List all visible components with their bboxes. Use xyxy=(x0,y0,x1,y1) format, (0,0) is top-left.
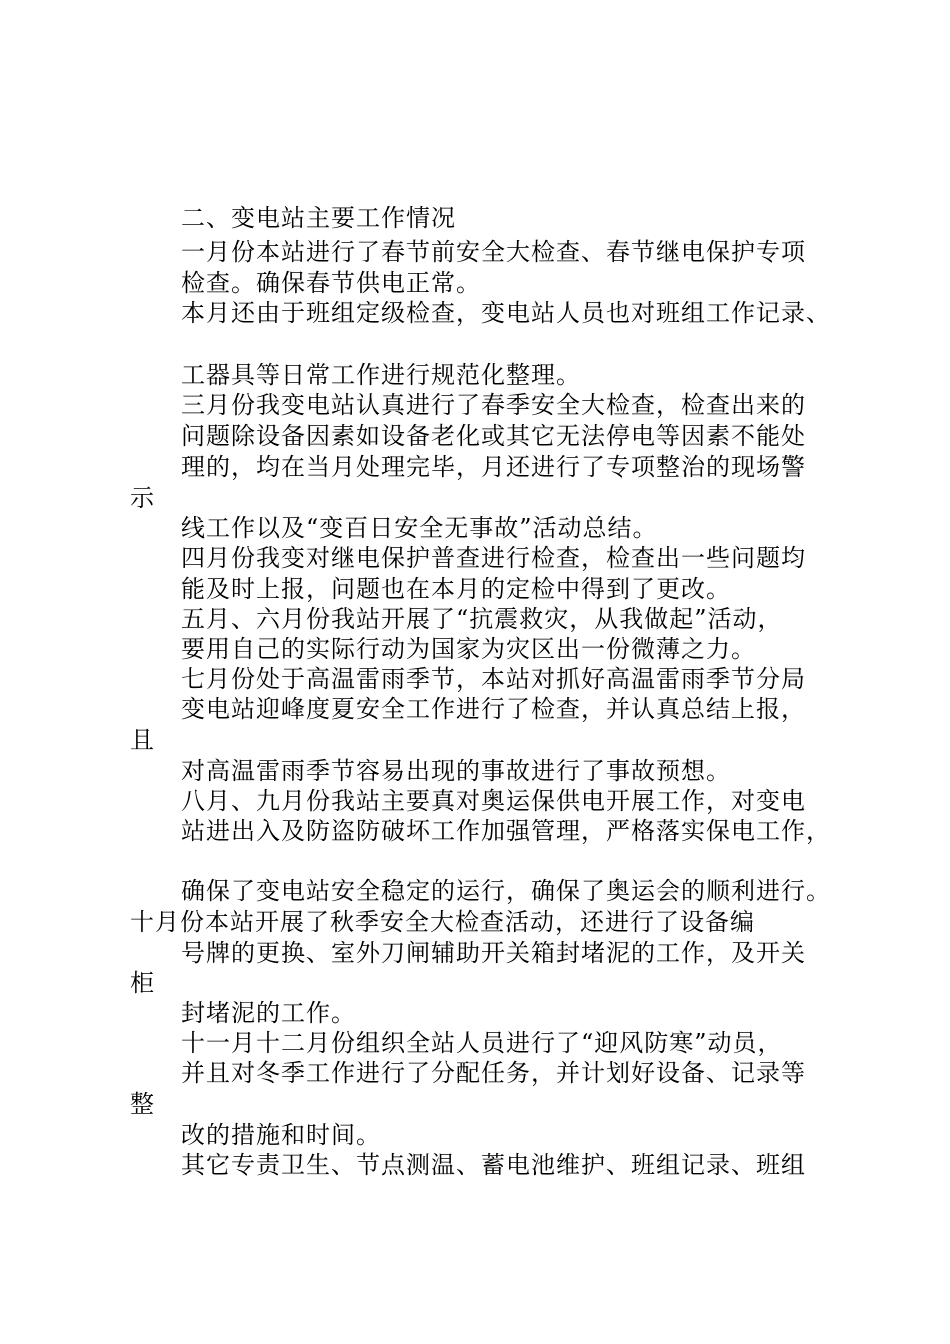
paragraph-line: 五月、六月份我站开展了“抗震救灾，从我做起”活动， xyxy=(181,605,783,633)
paragraph-line: 并且对冬季工作进行了分配任务，并计划好设备、记录等 xyxy=(181,1059,806,1087)
paragraph-line: 柜 xyxy=(130,969,155,997)
paragraph-line: 本月还由于班组定级检查，变电站人员也对班组工作记录、 xyxy=(181,299,831,327)
paragraph-line: 七月份处于高温雷雨季节，本站对抓好高温雷雨季节分局 xyxy=(181,665,806,693)
paragraph-line: 工器具等日常工作进行规范化整理。 xyxy=(181,361,581,389)
paragraph-line: 对高温雷雨季节容易出现的事故进行了事故预想。 xyxy=(181,757,731,785)
paragraph-line: 线工作以及“变百日安全无事故”活动总结。 xyxy=(181,514,658,542)
paragraph-line: 理的，均在当月处理完毕，月还进行了专项整治的现场警 xyxy=(181,453,806,481)
paragraph-line: 确保了变电站安全稳定的运行，确保了奥运会的顺利进行。 xyxy=(181,877,831,905)
section-heading: 二、变电站主要工作情况 xyxy=(181,204,456,232)
paragraph-line: 四月份我变对继电保护普查进行检查，检查出一些问题均 xyxy=(181,544,806,572)
paragraph-line: 封堵泥的工作。 xyxy=(181,999,356,1027)
paragraph-line: 十一月十二月份组织全站人员进行了“迎风防寒”动员， xyxy=(181,1029,783,1057)
paragraph-line: 十月份本站开展了秋季安全大检查活动，还进行了设备编 xyxy=(130,908,755,936)
paragraph-line: 三月份我变电站认真进行了春季安全大检查，检查出来的 xyxy=(181,391,806,419)
paragraph-line: 变电站迎峰度夏安全工作进行了检查，并认真总结上报， xyxy=(181,695,806,723)
paragraph-line: 要用自己的实际行动为国家为灾区出一份微薄之力。 xyxy=(181,635,756,663)
paragraph-line: 其它专责卫生、节点测温、蓄电池维护、班组记录、班组 xyxy=(181,1151,806,1179)
paragraph-line: 问题除设备因素如设备老化或其它无法停电等因素不能处 xyxy=(181,422,806,450)
paragraph-line: 检查。确保春节供电正常。 xyxy=(181,269,481,297)
paragraph-line: 站进出入及防盗防破坏工作加强管理，严格落实保电工作， xyxy=(181,817,831,845)
paragraph-line: 八月、九月份我站主要真对奥运保供电开展工作，对变电 xyxy=(181,787,806,815)
paragraph-line: 一月份本站进行了春节前安全大检查、春节继电保护专项 xyxy=(181,238,806,266)
paragraph-line: 整 xyxy=(130,1090,155,1118)
paragraph-line: 能及时上报，问题也在本月的定检中得到了更改。 xyxy=(181,575,731,603)
paragraph-line: 改的措施和时间。 xyxy=(181,1121,381,1149)
paragraph-line: 号牌的更换、室外刀闸辅助开关箱封堵泥的工作，及开关 xyxy=(181,939,806,967)
paragraph-line: 且 xyxy=(130,726,155,754)
paragraph-line: 示 xyxy=(130,484,155,512)
